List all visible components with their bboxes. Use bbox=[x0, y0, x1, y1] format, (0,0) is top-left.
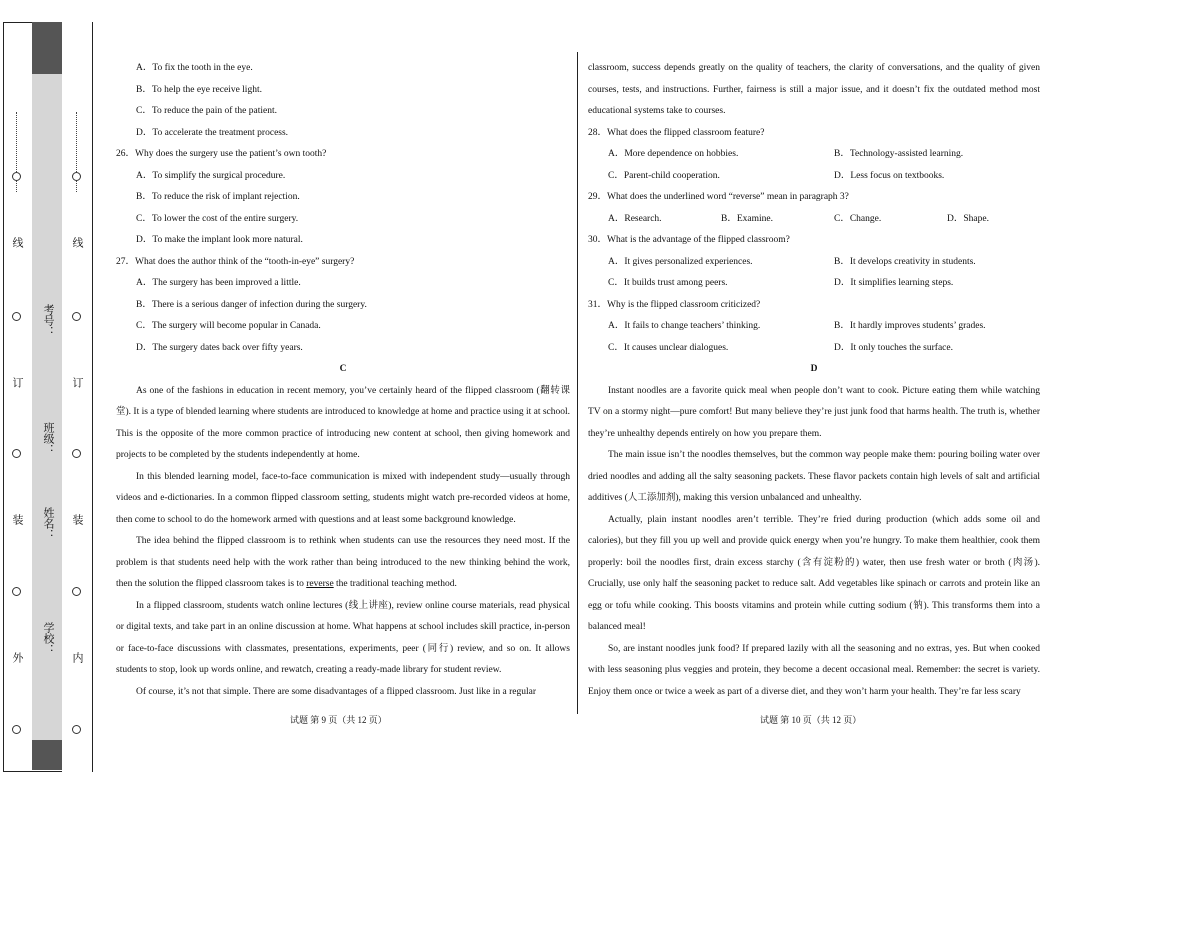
page-footer-10: 试题 第 10 页（共 12 页） bbox=[760, 715, 862, 725]
option: D．To make the implant look more natural. bbox=[136, 235, 303, 245]
passage-paragraph-continued: classroom, success depends greatly on the quality of teachers, the clarity of conversations, and the quality of given courses, tests, and instructions. Further, fairness is still a major issue, and it doesn’t fix the outdated method most educational systems take to courses. bbox=[588, 63, 1040, 116]
option: C．It causes unclear dialogues. bbox=[608, 342, 729, 353]
field-exam-number: 考号： bbox=[42, 304, 54, 337]
binding-info-strip bbox=[32, 22, 62, 770]
options-row bbox=[588, 316, 1040, 338]
passage-paragraph: In a flipped classroom, students watch online lectures (线上讲座), review online course materials, read physical or digital texts, and take part in an online discussion at home. What happens at school includes skill practice, in-person or face-to-face discussions with classmates, presentations, experiments, peer (同行) review, and so on. It allows students to stop, look up words online, and rewatch, creating a ready-made library for student review. bbox=[116, 600, 570, 675]
options-row bbox=[588, 273, 1040, 295]
passage-paragraph: Actually, plain instant noodles aren’t terrible. They’re fried during production (which adds some oil and calories), but they fill you up well and provide quick energy when you’re hungry. To make them healthier, cook them properly: boil the noodles first, drain excess starchy (含有淀粉的) water, then use fresh water or broth (肉汤). Crucially, use only half the seasoning packet to reduce salt. Add vegetables like spinach or carrots and protein like an egg or tofu while cooking. This boosts vitamins and protein while cutting sodium (钠). This transforms them into a balanced meal! bbox=[588, 514, 1040, 632]
passage-paragraph: As one of the fashions in education in recent memory, you’ve certainly heard of the flipped classroom (翻转课堂). It is a type of blended learning where students are introduced to knowledge at home and practice using it at school. This is the opposite of the more common practice of introducing new content at school, then giving homework and projects to be completed by the students independently at home. bbox=[116, 385, 571, 460]
option: B．Examine. bbox=[721, 213, 773, 224]
passage-paragraph bbox=[116, 531, 570, 596]
option: A．It gives personalized experiences. bbox=[608, 256, 753, 267]
option: D．It only touches the surface. bbox=[834, 342, 953, 353]
underlined-word: reverse bbox=[306, 579, 334, 589]
page-10-column bbox=[588, 58, 1040, 703]
option: C．Parent-child cooperation. bbox=[608, 170, 720, 181]
option: D．Less focus on textbooks. bbox=[834, 170, 945, 181]
options-row bbox=[588, 252, 1040, 274]
binding-hole-icon bbox=[72, 312, 81, 321]
binding-hole-icon bbox=[72, 172, 81, 181]
passage-paragraph: Of course, it’s not that simple. There are some disadvantages of a flipped classroom. Just like in a regular bbox=[136, 686, 537, 697]
question-31: 31．Why is the flipped classroom criticized? bbox=[588, 299, 761, 310]
section-heading-c: C bbox=[339, 364, 347, 374]
outer-label-line: 线 bbox=[11, 237, 23, 248]
page-9-column bbox=[116, 58, 570, 703]
question-28: 28．What does the flipped classroom feature? bbox=[588, 127, 765, 138]
passage-paragraph: So, are instant noodles junk food? If prepared lazily with all the seasoning and no extras, yes. But when cooked with less seasoning plus veggies and protein, they become a decent occasional meal. Remember: the secret is variety. Enjoy them once or twice a week as part of a diverse diet, and they won’t harm your health. They’re far less scary bbox=[588, 643, 1040, 697]
field-name: 姓名： bbox=[42, 507, 54, 540]
binding-hole-icon bbox=[72, 587, 81, 596]
section-heading-d: D bbox=[810, 364, 818, 374]
column-divider bbox=[577, 52, 578, 714]
inner-label-pack: 装 bbox=[71, 514, 83, 525]
paragraph-text: The idea behind the flipped classroom is to rethink when students can use the resources they need most. If the problem is that students need help with the work rather than being introduced to the new thinking behind the work, then the solution the flipped classroom takes is to bbox=[116, 536, 570, 589]
binding-hole-icon bbox=[12, 587, 21, 596]
option: B．To reduce the risk of implant rejection. bbox=[136, 192, 300, 202]
outer-label-bind: 订 bbox=[11, 377, 23, 388]
options-row bbox=[588, 209, 1040, 231]
option: B．It develops creativity in students. bbox=[834, 256, 976, 267]
binding-strip-bottom bbox=[32, 740, 62, 770]
option: C．The surgery will become popular in Canada. bbox=[136, 321, 321, 331]
binding-hole-icon bbox=[12, 172, 21, 181]
options-row bbox=[588, 338, 1040, 360]
outer-label-pack: 装 bbox=[11, 514, 23, 525]
option: A．The surgery has been improved a little. bbox=[136, 278, 301, 288]
binding-edge-line bbox=[92, 22, 93, 772]
passage-paragraph: The main issue isn’t the noodles themselves, but the common way people make them: pouring boiling water over dried noodles and adding all the salty seasoning packets. These flavor packets contain high levels of salt and artificial additives (人工添加剂), making this version unbalanced and unhealthy. bbox=[588, 450, 1040, 503]
paragraph-text: the traditional teaching method. bbox=[333, 579, 457, 589]
binding-hole-icon bbox=[12, 312, 21, 321]
passage-paragraph: Instant noodles are a favorite quick meal when people don’t want to cook. Picture eating them while watching TV on a stormy night—pure comfort! But many believe they’re just junk food that harms health. The truth is, whether they’re unhealthy depends entirely on how you prepare them. bbox=[588, 385, 1040, 439]
option: A．More dependence on hobbies. bbox=[608, 149, 739, 159]
binding-hole-icon bbox=[12, 725, 21, 734]
option: A．Research. bbox=[608, 213, 662, 224]
option: C．To reduce the pain of the patient. bbox=[136, 106, 277, 116]
inner-label-line: 线 bbox=[71, 237, 83, 248]
binding-hole-icon bbox=[72, 725, 81, 734]
binding-strip-top bbox=[32, 22, 62, 74]
passage-paragraph: In this blended learning model, face-to-face communication is mixed with independent study—usually through videos and e-dictionaries. In a common flipped classroom setting, students might watch pre-recorded videos at home, then come to school to do the homework armed with questions and at least some background knowledge. bbox=[116, 471, 570, 525]
binding-hole-icon bbox=[12, 449, 21, 458]
question-26: 26．Why does the surgery use the patient’s own tooth? bbox=[116, 149, 327, 159]
options-row bbox=[588, 144, 1040, 166]
inner-label-in: 内 bbox=[71, 652, 83, 663]
option: C．It builds trust among peers. bbox=[608, 278, 728, 288]
binding-margin bbox=[0, 22, 95, 772]
binding-hole-icon bbox=[72, 449, 81, 458]
question-29: 29．What does the underlined word “reverse” mean in paragraph 3? bbox=[588, 192, 849, 202]
question-27: 27．What does the author think of the “tooth-in-eye” surgery? bbox=[116, 256, 355, 267]
option: D．Shape. bbox=[947, 213, 989, 224]
field-school: 学校： bbox=[42, 622, 54, 655]
option: A．It fails to change teachers’ thinking. bbox=[608, 321, 761, 331]
option: B．There is a serious danger of infection during the surgery. bbox=[136, 299, 367, 310]
options-row bbox=[588, 166, 1040, 188]
page-footer-9: 试题 第 9 页（共 12 页） bbox=[290, 715, 387, 725]
option: D．The surgery dates back over fifty years. bbox=[136, 342, 303, 353]
option: A．To fix the tooth in the eye. bbox=[136, 63, 253, 73]
option: C．To lower the cost of the entire surgery. bbox=[136, 213, 299, 224]
option: C．Change. bbox=[834, 213, 882, 224]
option: A．To simplify the surgical procedure. bbox=[136, 170, 286, 181]
option: D．It simplifies learning steps. bbox=[834, 278, 954, 288]
option: D．To accelerate the treatment process. bbox=[136, 127, 289, 138]
option: B．To help the eye receive light. bbox=[136, 84, 262, 95]
option: B．Technology-assisted learning. bbox=[834, 149, 964, 159]
field-class: 班级： bbox=[42, 422, 54, 455]
question-30: 30．What is the advantage of the flipped classroom? bbox=[588, 235, 790, 245]
option: B．It hardly improves students’ grades. bbox=[834, 321, 986, 331]
outer-label-out: 外 bbox=[11, 652, 23, 663]
inner-label-bind: 订 bbox=[71, 377, 83, 388]
